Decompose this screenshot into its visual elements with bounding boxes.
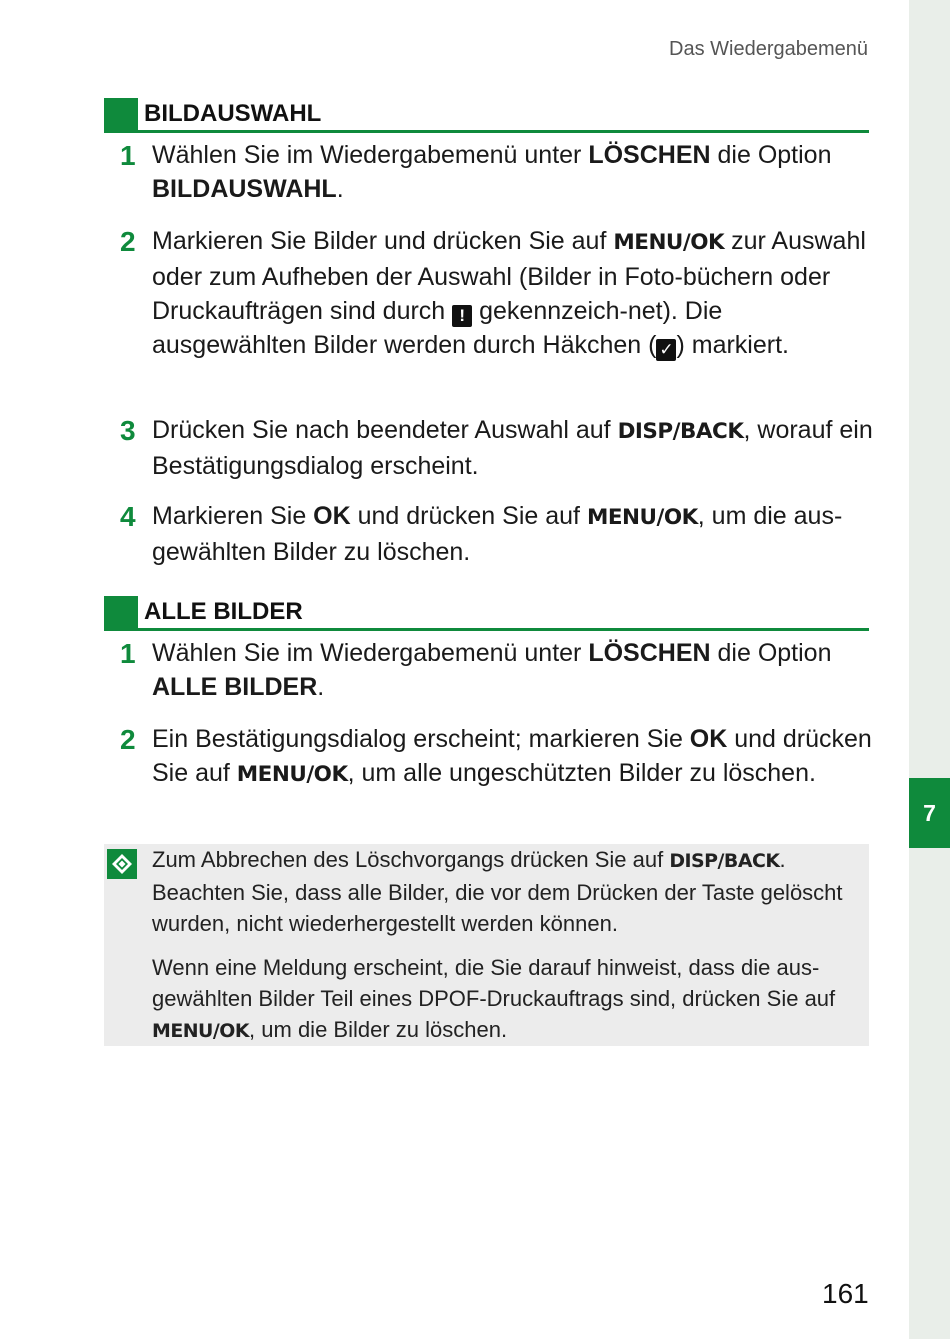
text: , um alle ungeschützten Bilder zu löschen. (347, 759, 816, 787)
text: gekennzeich-net). Die ausgewählten Bilder werden durch Häkchen ( (152, 297, 723, 359)
button-term: DISP/BACK (669, 850, 780, 872)
step-number: 2 (120, 724, 136, 755)
side-strip (909, 0, 950, 1339)
step-number: 4 (120, 501, 136, 532)
text: Wenn eine Meldung erscheint, die Sie darauf hinweist, dass die aus-gewählten Bilder Teil eines DPOF-Druckauftrags sind, drücken Sie auf (152, 955, 836, 1011)
note-box (104, 844, 869, 1046)
text: Zum Abbrechen des Löschvorgangs drücken Sie auf (152, 847, 670, 872)
step-number: 1 (120, 140, 136, 171)
button-term: DISP/BACK (617, 419, 744, 444)
button-term: MENU/OK (236, 762, 348, 787)
exclamation-icon: ! (452, 305, 472, 327)
note-paragraph-1 (152, 844, 867, 939)
step-1-bildauswahl (104, 138, 874, 206)
text: ) markiert. (676, 331, 789, 359)
step-2-bildauswahl (104, 224, 874, 362)
button-term: MENU/OK (586, 505, 698, 530)
text: Wählen Sie im Wiedergabemenü unter (152, 639, 589, 667)
menu-term: LÖSCHEN (588, 639, 711, 667)
menu-term: BILDAUSWAHL (152, 175, 337, 203)
section-marker (104, 596, 138, 628)
step-text (152, 224, 874, 362)
text: Markieren Sie (152, 502, 314, 530)
chapter-tab: 7 (909, 778, 950, 848)
step-4-bildauswahl (104, 499, 874, 569)
step-1-alle-bilder (104, 636, 874, 704)
section-title: ALLE BILDER (144, 598, 303, 625)
section-heading-alle-bilder (104, 596, 869, 631)
step-text (152, 722, 874, 792)
step-text (152, 636, 874, 704)
button-term: MENU/OK (613, 230, 725, 255)
menu-term: OK (313, 502, 351, 530)
step-text (152, 413, 874, 483)
menu-term: ALLE BILDER (152, 673, 318, 701)
text: Wählen Sie im Wiedergabemenü unter (152, 141, 589, 169)
step-text (152, 138, 874, 206)
checkmark-icon: ✓ (656, 339, 676, 361)
step-number: 1 (120, 638, 136, 669)
note-paragraph-2 (152, 952, 867, 1047)
text: , um die aus-gewählten Bilder zu löschen. (152, 502, 843, 566)
step-number: 3 (120, 415, 136, 446)
note-pencil-icon (106, 848, 138, 880)
step-text (152, 499, 874, 569)
text: Markieren Sie Bilder und drücken Sie auf (152, 227, 614, 255)
text: , um die Bilder zu löschen. (249, 1017, 508, 1042)
text: zur Auswahl oder zum Aufheben der Auswahl (Bilder in Foto-büchern oder Druckaufträgen sind durch (152, 227, 866, 325)
text: . Beachten Sie, dass alle Bilder, die vor dem Drücken der Taste gelöscht wurden, nicht wiederhergestellt werden können. (152, 847, 843, 936)
step-number: 2 (120, 226, 136, 257)
text: die Option (710, 639, 832, 667)
button-term: MENU/OK (152, 1020, 250, 1042)
running-header: Das Wiedergabemenü (669, 38, 868, 60)
section-title: BILDAUSWAHL (144, 100, 322, 127)
text: Drücken Sie nach beendeter Auswahl auf (152, 416, 618, 444)
text: die Option (710, 141, 832, 169)
text: und drücken Sie auf (350, 502, 587, 530)
section-marker (104, 98, 138, 130)
step-3-bildauswahl (104, 413, 874, 483)
text: Ein Bestätigungsdialog erscheint; markieren Sie (152, 725, 690, 753)
text: , worauf ein Bestätigungsdialog erscheint. (152, 416, 873, 480)
text: und drücken Sie auf (152, 725, 872, 787)
menu-term: OK (689, 725, 728, 753)
text: . (336, 175, 344, 203)
page-number: 161 (822, 1278, 869, 1309)
text: . (317, 673, 325, 701)
menu-term: LÖSCHEN (588, 141, 711, 169)
step-2-alle-bilder (104, 722, 874, 792)
section-heading-bildauswahl (104, 98, 869, 133)
